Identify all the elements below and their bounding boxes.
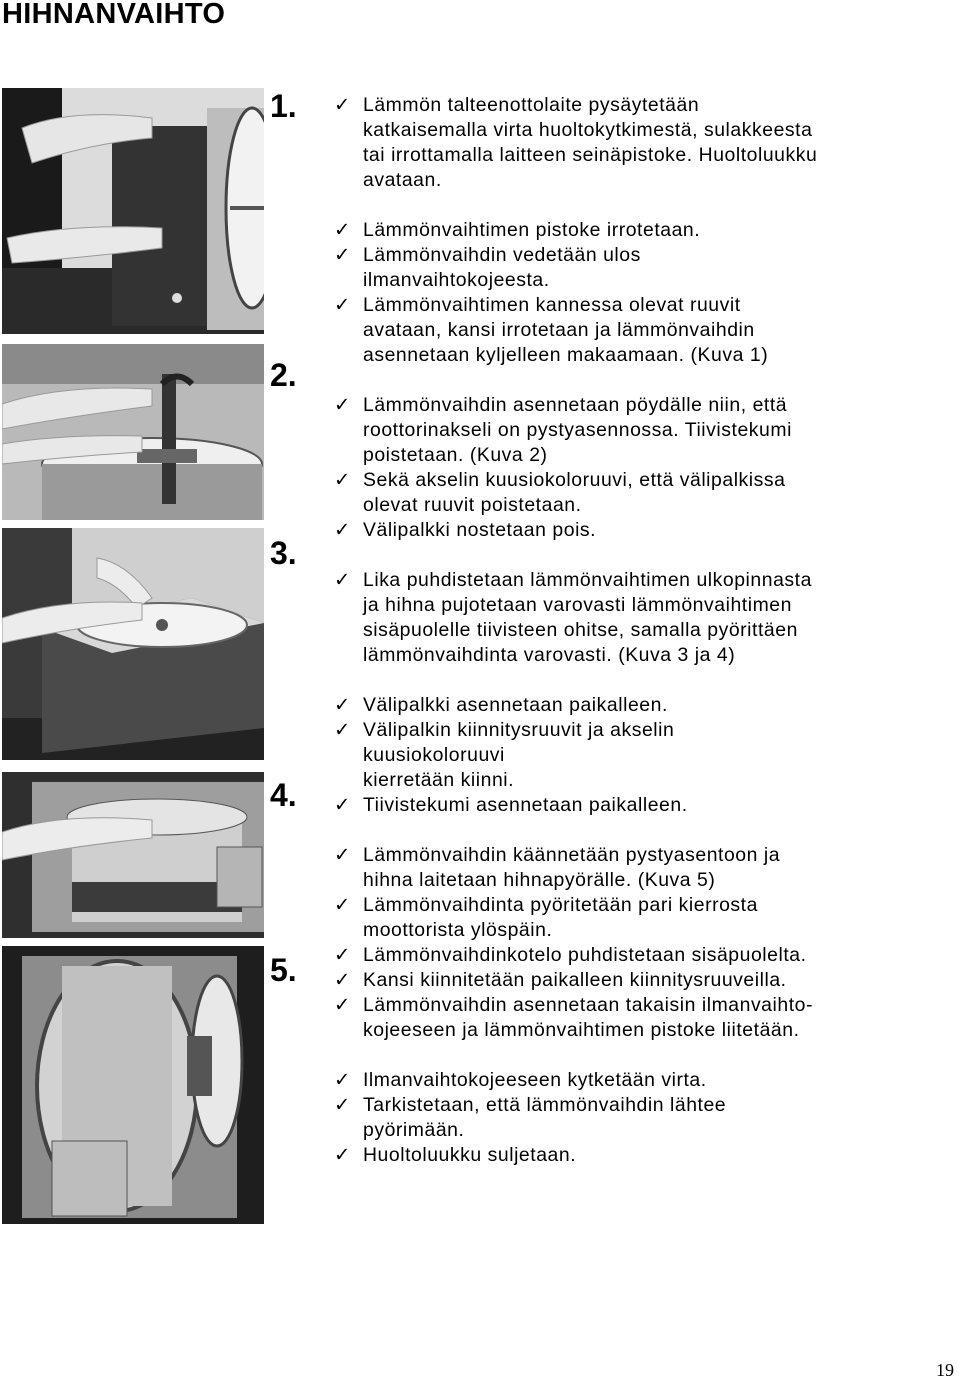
step-group (334, 693, 934, 818)
step-line: pyörimään. (363, 1119, 465, 1141)
step-line: Välipalkki nostetaan pois. (363, 519, 597, 541)
checkmark-icon: ✓ (334, 694, 351, 716)
checkmark-icon: ✓ (334, 469, 351, 491)
step-item (334, 793, 934, 818)
step-line: Tiivistekumi asennetaan paikalleen. (363, 794, 688, 816)
step-group (334, 93, 934, 193)
step-line: poistetaan. (Kuva 2) (363, 444, 548, 466)
checkmark-icon: ✓ (334, 294, 351, 316)
checkmark-icon: ✓ (334, 994, 351, 1016)
step-item (334, 243, 934, 293)
page-title: HIHNANVAIHTO (2, 0, 226, 30)
step-line: avataan, kansi irrotetaan ja lämmönvaihdin (363, 319, 755, 341)
photo-3 (2, 528, 264, 760)
step-item (334, 1093, 934, 1143)
photo-number-4: 4. (270, 777, 297, 813)
step-line: ilmanvaihtokojeesta. (363, 269, 550, 291)
photo-4 (2, 772, 264, 938)
photo-1 (2, 88, 264, 334)
checkmark-icon: ✓ (334, 894, 351, 916)
step-line: Lämmönvaihtimen kannessa olevat ruuvit (363, 294, 741, 316)
step-line: Lämmönvaihdin käännetään pystyasentoon ja (363, 844, 781, 866)
step-line: kojeeseen ja lämmönvaihtimen pistoke liitetään. (363, 1019, 800, 1041)
step-line: Sekä akselin kuusiokoloruuvi, että välipalkissa (363, 469, 786, 491)
step-line: Välipalkin kiinnitysruuvit ja akselin (363, 719, 675, 741)
step-line: Huoltoluukku suljetaan. (363, 1144, 577, 1166)
step-line: Lämmönvaihdinkotelo puhdistetaan sisäpuolelta. (363, 944, 807, 966)
checkmark-icon: ✓ (334, 394, 351, 416)
checkmark-icon: ✓ (334, 1069, 351, 1091)
step-item (334, 968, 934, 993)
step-line: Lika puhdistetaan lämmönvaihtimen ulkopinnasta (363, 569, 812, 591)
step-item (334, 93, 934, 193)
step-line: Välipalkki asennetaan paikalleen. (363, 694, 668, 716)
checkmark-icon: ✓ (334, 1144, 351, 1166)
step-group (334, 1068, 934, 1168)
checkmark-icon: ✓ (334, 94, 351, 116)
step-group (334, 843, 934, 1043)
step-line: Kansi kiinnitetään paikalleen kiinnitysruuveilla. (363, 969, 787, 991)
step-line: roottorinakseli on pystyasennossa. Tiivistekumi (363, 419, 792, 441)
step-line: olevat ruuvit poistetaan. (363, 494, 582, 516)
step-line: kierretään kiinni. (363, 769, 515, 791)
step-item (334, 293, 934, 368)
step-group (334, 393, 934, 543)
step-item (334, 943, 934, 968)
step-item (334, 693, 934, 718)
photo-2 (2, 344, 264, 520)
step-item (334, 393, 934, 468)
photo-5 (2, 946, 264, 1224)
step-line: Lämmönvaihdin vedetään ulos (363, 244, 641, 266)
step-line: Lämmönvaihdin asennetaan pöydälle niin, että (363, 394, 788, 416)
step-item (334, 843, 934, 893)
photo-number-3: 3. (270, 535, 297, 571)
step-line: lämmönvaihdinta varovasti. (Kuva 3 ja 4) (363, 644, 736, 666)
step-line: asennetaan kyljelleen makaamaan. (Kuva 1) (363, 344, 769, 366)
page-number: 19 (936, 1360, 954, 1380)
step-item (334, 993, 934, 1043)
step-line: moottorista ylöspäin. (363, 919, 553, 941)
checkmark-icon: ✓ (334, 244, 351, 266)
checkmark-icon: ✓ (334, 219, 351, 241)
step-line: sisäpuolelle tiivisteen ohitse, samalla pyörittäen (363, 619, 798, 641)
checkmark-icon: ✓ (334, 1094, 351, 1116)
checkmark-icon: ✓ (334, 719, 351, 741)
step-item (334, 218, 934, 243)
checkmark-icon: ✓ (334, 519, 351, 541)
step-line: Ilmanvaihtokojeeseen kytketään virta. (363, 1069, 707, 1091)
step-item (334, 468, 934, 518)
step-item (334, 718, 934, 793)
step-line: Tarkistetaan, että lämmönvaihdin lähtee (363, 1094, 727, 1116)
step-line: Lämmönvaihdinta pyöritetään pari kierrosta (363, 894, 758, 916)
instruction-steps (334, 93, 934, 1193)
step-item (334, 1143, 934, 1168)
checkmark-icon: ✓ (334, 569, 351, 591)
step-line: Lämmön talteenottolaite pysäytetään (363, 94, 700, 116)
photo-number-2: 2. (270, 357, 297, 393)
checkmark-icon: ✓ (334, 944, 351, 966)
step-group (334, 568, 934, 668)
step-line: katkaisemalla virta huoltokytkimestä, sulakkeesta (363, 119, 813, 141)
step-line: Lämmönvaihdin asennetaan takaisin ilmanvaihto- (363, 994, 813, 1016)
step-item (334, 893, 934, 943)
checkmark-icon: ✓ (334, 794, 351, 816)
step-line: kuusiokoloruuvi (363, 744, 505, 766)
step-line: ja hihna pujotetaan varovasti lämmönvaihtimen (363, 594, 792, 616)
step-line: avataan. (363, 169, 442, 191)
checkmark-icon: ✓ (334, 844, 351, 866)
step-line: hihna laitetaan hihnapyörälle. (Kuva 5) (363, 869, 716, 891)
step-item (334, 518, 934, 543)
step-line: tai irrottamalla laitteen seinäpistoke. Huoltoluukku (363, 144, 818, 166)
step-item (334, 1068, 934, 1093)
checkmark-icon: ✓ (334, 969, 351, 991)
step-group (334, 218, 934, 368)
photo-number-5: 5. (270, 952, 297, 988)
photo-number-1: 1. (270, 88, 297, 124)
step-line: Lämmönvaihtimen pistoke irrotetaan. (363, 219, 701, 241)
step-item (334, 568, 934, 668)
